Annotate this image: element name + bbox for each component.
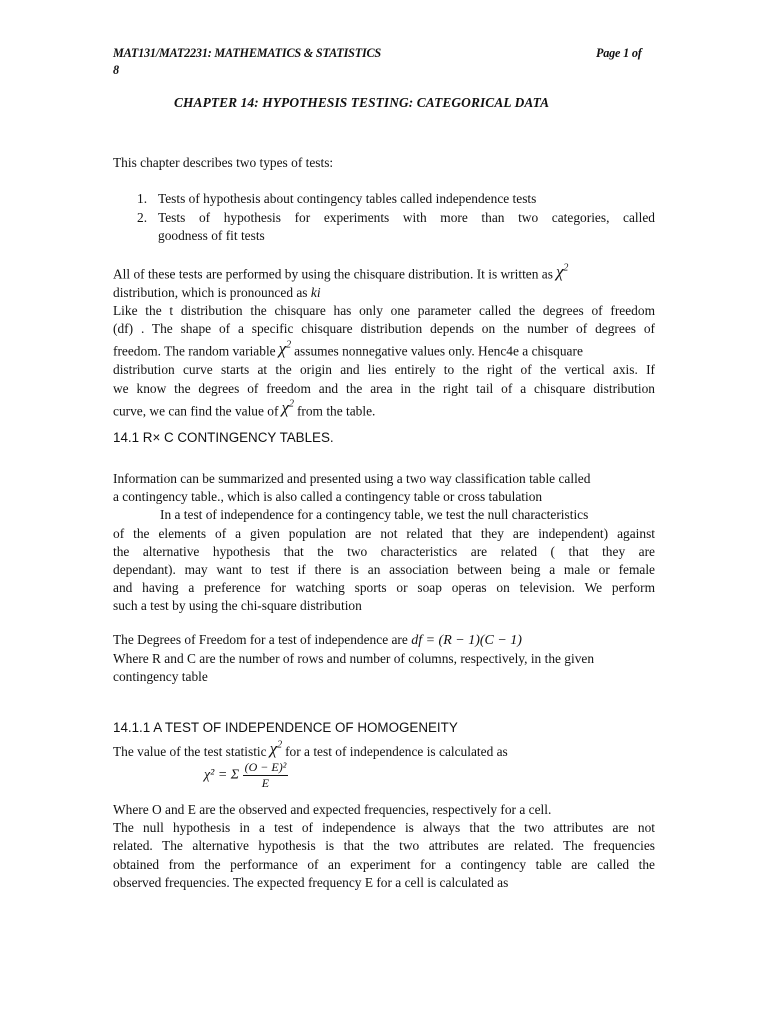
test-statistic-intro: The value of the test statistic $\chi^2$ for a test of independence is calculated as [113, 739, 508, 759]
page-number: Page 1 of [596, 46, 642, 60]
page-total: 8 [113, 63, 119, 77]
list-number: 1. [137, 191, 148, 206]
formula-fraction: $\frac{\text{(O − E)²}}{E}$ [244, 760, 287, 790]
list-text: goodness of fit tests [158, 228, 265, 243]
paragraph-chisquare: All of these tests are performed by using the chisquare distribution. It is written as $\chi^2$ distribution, which is pronounced as ki Like the t distribution the chisquare has only one parameter called the degrees of freedom (df) . The shape of a specific chisquare distribution depends on the number of degrees of freedom. The random variable $\chi^2$ assumes nonnegative values only. Henc4e a chisquare distribution curve starts at the origin and lies entirely to the right of the vertical axis. If we know the degrees of freedom and the area in the right tail of a chisquare distribution curve, we can find the value of $\chi^2$ from the table. [113, 261, 655, 419]
course-header: MAT131/MAT2231: MATHEMATICS & STATISTICS [113, 46, 381, 60]
df-formula: df = (R − 1)(C − 1) [411, 633, 522, 648]
chi-square-symbol: $\chi^2$ [281, 398, 294, 418]
chi-square-symbol: $\chi^2$ [555, 261, 569, 281]
section-heading-14-1: 14.1 R× C CONTINGENCY TABLES. [113, 430, 334, 445]
paragraph-null-hypothesis: Where O and E are the observed and expected frequencies, respectively for a cell. The null hypothesis in a test of independence is always that the two attributes are not related. The alternative hypothesis is that the two attributes are related. The frequencies obtained from the performance of an experiment for a contingency table are called the observed frequencies. The expected frequency E for a cell is calculated as [113, 802, 655, 890]
list-text: Tests of hypothesis about contingency tables called independence tests [158, 191, 537, 206]
paragraph-degrees-of-freedom: The Degrees of Freedom for a test of independence are df = (R − 1)(C − 1) Where R and C are the number of rows and number of columns, respectively, in the given contingency table [113, 632, 595, 685]
section-heading-14-1-1: 14.1.1 A TEST OF INDEPENDENCE OF HOMOGENEITY [113, 720, 458, 735]
list-number: 2. [137, 210, 148, 225]
chi-square-formula: χ² = Σ $\frac{\text{(O − E)²}}{E}$ [204, 760, 287, 790]
list-text: Tests of hypothesis for experiments with more than two categories, called [158, 210, 655, 225]
paragraph-contingency: Information can be summarized and presented using a two way classification table called a contingency table., which is also called a contingency table or cross tabulation In a test of independence for a contingency table, we test the null characteristics of the elements of a given population are not related that they are independent) against the alternative hypothesis that the two characteristics are related ( that they are dependant). may want to test if there is an association between being a male or female and having a preference for watching sports or soap operas on television. We perform such a test by using the chi-square distribution [113, 471, 655, 614]
chi-square-symbol: $\chi^2$ [278, 339, 292, 359]
chi-square-symbol: $\chi^2$ [269, 739, 283, 758]
chapter-title: CHAPTER 14: HYPOTHESIS TESTING: CATEGORICAL DATA [174, 95, 550, 110]
intro-text: This chapter describes two types of tests: [113, 155, 334, 170]
